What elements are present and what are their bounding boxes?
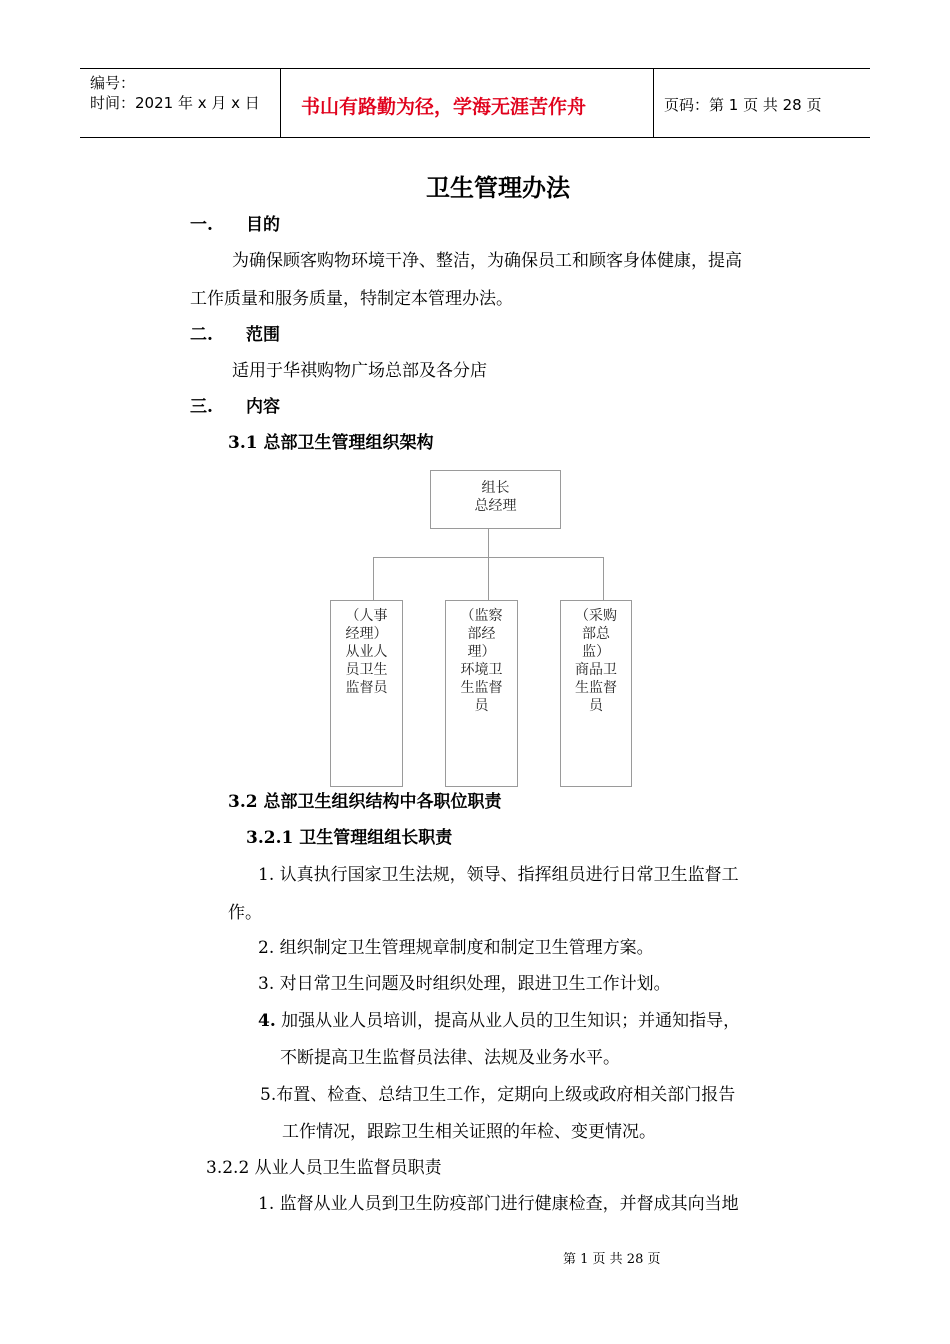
list-item: 1. 认真执行国家卫生法规，领导、指挥组员进行日常卫生监督工: [258, 865, 739, 885]
list-item: 2. 组织制定卫生管理规章制度和制定卫生管理方案。: [258, 938, 654, 958]
list-item-continued: 工作情况，跟踪卫生相关证照的年检、变更情况。: [282, 1122, 656, 1142]
org-connector: [488, 557, 489, 600]
list-item: 5.布置、检查、总结卫生工作，定期向上级或政府相关部门报告: [260, 1085, 736, 1105]
list-item-continued: 不断提高卫生监督员法律、法规及业务水平。: [280, 1048, 620, 1068]
section-number: 三.: [190, 397, 213, 417]
header-motto: 书山有路勤为径，学海无涯苦作舟: [301, 96, 587, 118]
subsection-heading: 3.1 总部卫生管理组织架构: [228, 433, 434, 453]
org-connector: [603, 557, 604, 600]
org-box-staff-hygiene: （人事 经理） 从业人 员卫生 监督员: [330, 600, 403, 787]
list-item: 1. 监督从业人员到卫生防疫部门进行健康检查，并督成其向当地: [258, 1194, 739, 1214]
header-divider: [653, 69, 654, 137]
paragraph-line: 适用于华祺购物广场总部及各分店: [232, 361, 487, 381]
org-box-leader: 组长 总经理: [430, 470, 561, 529]
org-box-product-hygiene: （采购 部总 监） 商品卫 生监督 员: [560, 600, 632, 787]
list-item: [258, 1006, 740, 1031]
header-table: [80, 68, 870, 138]
section-heading: 内容: [246, 397, 280, 417]
subsection-heading: 3.2.2 从业人员卫生监督员职责: [206, 1158, 442, 1178]
list-text: 加强从业人员培训，提高从业人员的卫生知识；并通知指导，: [275, 1011, 741, 1031]
paragraph-line: 为确保顾客购物环境干净、整洁，为确保员工和顾客身体健康，提高: [232, 251, 742, 271]
number-label: 编号：: [90, 74, 136, 92]
subsection-heading: 3.2 总部卫生组织结构中各职位职责: [228, 792, 502, 812]
section-heading: 目的: [246, 215, 280, 235]
page-code: 页码：第 1 页 共 28 页: [664, 96, 822, 114]
page-footer: 第 1 页 共 28 页: [563, 1252, 661, 1267]
paragraph-line: 工作质量和服务质量，特制定本管理办法。: [190, 289, 513, 309]
org-connector: [373, 557, 374, 600]
list-number: 4.: [258, 1011, 276, 1031]
header-divider: [280, 69, 281, 137]
subsection-heading: 3.2.1 卫生管理组组长职责: [246, 828, 453, 848]
list-item-continued: 作。: [228, 903, 262, 923]
org-box-environment-hygiene: （监察 部经 理） 环境卫 生监督 员: [445, 600, 518, 787]
org-connector: [488, 529, 489, 557]
section-heading: 范围: [246, 325, 280, 345]
section-number: 一.: [190, 215, 213, 235]
section-number: 二.: [190, 325, 213, 345]
page-title: 卫生管理办法: [426, 173, 570, 202]
date-label: 时间：2021 年 x 月 x 日: [90, 94, 260, 112]
list-item: 3. 对日常卫生问题及时组织处理，跟进卫生工作计划。: [258, 974, 671, 994]
